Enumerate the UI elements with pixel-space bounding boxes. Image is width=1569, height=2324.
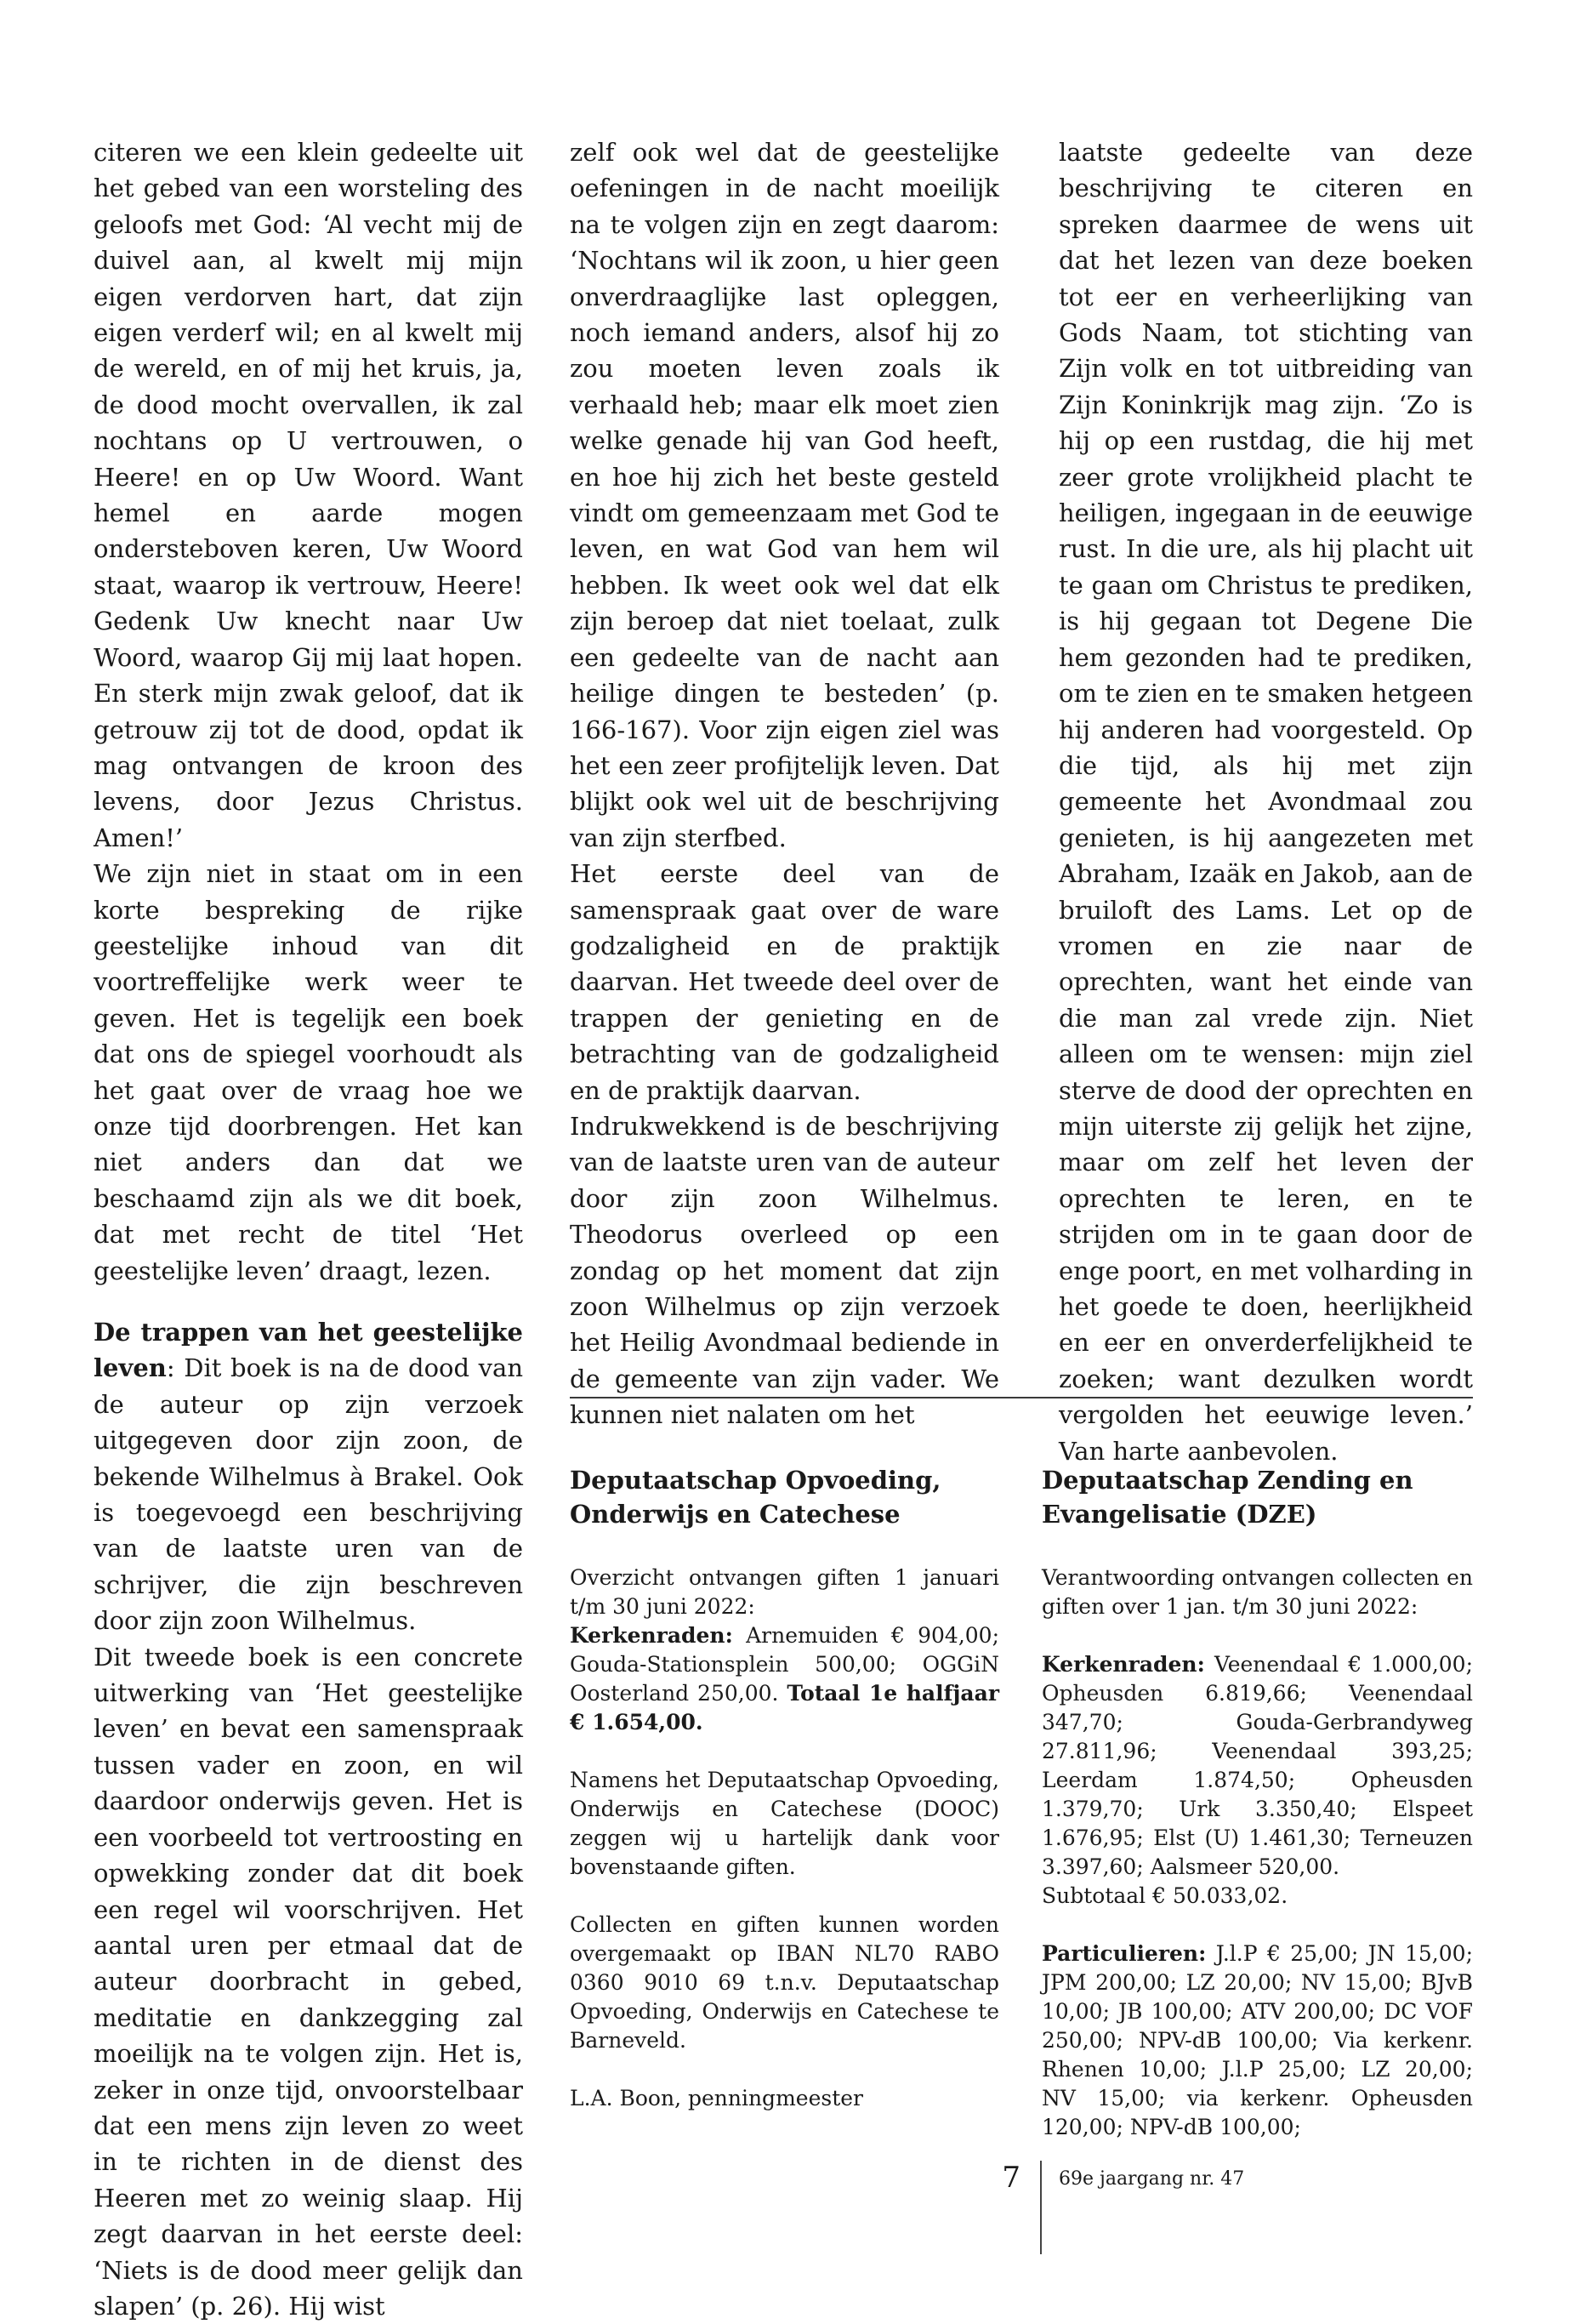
particulieren-list: J.l.P € 25,00; JN 15,00; JPM 200,00; LZ 20,00; NV 15,00; BJvB 10,00; JB 100,00; ATV 200,00; DC VOF 250,00; NPV-dB 100,00; Via kerkenr. Rhenen 10,00; J.l.P 25,00; LZ 20,00; NV 15,00; via kerkenr. Opheusden 120,00; NPV-dB 100,00; — [1042, 1941, 1473, 2139]
paragraph: zelf ook wel dat de geestelijke oefeningen in de nacht moeilijk na te volgen zijn en zegt daarom: ‘Nochtans wil ik zoon, u hier geen onverdraaglijke last opleggen, noch iemand anders, alsof hij zo zou moeten leven zoals ik verhaald heb; maar elk moet zien welke genade hij van God heeft, en hoe hij zich het beste gesteld vindt om gemeenzaam met God te leven, en wat God van hem wil hebben. Ik weet ook wel dat elk zijn beroep dat niet toelaat, zulk een gedeelte van de nacht aan heilige dingen te besteden’ (p. 166-167). Voor zijn eigen ziel was het een zeer profijtelijk leven. Dat blijkt ook wel uit de beschrijving van zijn sterfbed. — [570, 138, 999, 852]
paragraph: Het eerste deel van de samenspraak gaat over de ware godzaligheid en de praktijk daarvan. Het tweede deel over de trappen der genieting en de betrachting van de godzaligheid en de praktijk daarvan. — [570, 859, 999, 1105]
paragraph: Indrukwekkend is de beschrijving van de laatste uren van de auteur door zijn zoon Wilhelmus. Theodorus overleed op een zondag op het moment dat zijn zoon Wilhelmus op zijn verzoek het Heilig Avondmaal bediende in de gemeente van zijn vader. We kunnen niet nalaten om het — [570, 1111, 999, 1430]
section-heading: De trappen van het geestelijke leven — [94, 1318, 523, 1383]
notice-signature: L.A. Boon, penningmeester — [570, 2086, 863, 2110]
column-2 — [570, 134, 999, 1433]
label: Kerkenraden: — [570, 1623, 733, 1648]
kerkenraden-list: Veenendaal € 1.000,00; Opheusden 6.819,66; Veenendaal 347,70; Gouda-Gerbrandyweg 27.811,96; Veenendaal 393,25; Leerdam 1.874,50; Opheusden 1.379,70; Urk 3.350,40; Elspeet 1.676,95; Elst (U) 1.461,30; Terneuzen 3.397,60; Aalsmeer 520,00. — [1042, 1652, 1473, 1879]
column-3 — [1059, 134, 1473, 1469]
notice-particulieren — [1042, 1940, 1473, 2142]
footer-divider — [1040, 2161, 1042, 2254]
paragraph: We zijn niet in staat om in een korte bespreking de rijke geestelijke inhoud van dit voortreffelijke werk weer te geven. Het is tegelijk een boek dat ons de spiegel voorhoudt als het gaat over de vraag hoe we onze tijd doorbrengen. Het kan niet anders dan dat we beschaamd zijn als we dit boek, dat met recht de titel ‘Het geestelijke leven’ draagt, lezen. — [94, 859, 523, 1285]
total-amount: Totaal 1e halfjaar € 1.654,00. — [570, 1681, 999, 1734]
label: Kerkenraden: — [1042, 1652, 1205, 1677]
label: Particulieren: — [1042, 1941, 1207, 1966]
notice-account: Collecten en giften kunnen worden overgemaakt op IBAN NL70 RABO 0360 9010 69 t.n.v. Deputaatschap Opvoeding, Onderwijs en Catechese te Barneveld. — [570, 1912, 999, 2053]
notice-thanks: Namens het Deputaatschap Opvoeding, Onderwijs en Catechese (DOOC) zeggen wij u hartelijk dank voor bovenstaande giften. — [570, 1768, 999, 1879]
notice-kerkenraden — [570, 1621, 999, 1737]
notice-kerkenraden — [1042, 1650, 1473, 1882]
paragraph-text: : Dit boek is na de dood van de auteur op zijn verzoek uitgegeven door zijn zoon, de bekende Wilhelmus à Brakel. Ook is toegevoegd een beschrijving van de laatste uren van de schrijver, die zijn beschreven door zijn zoon Wilhelmus. — [94, 1353, 523, 1636]
section-divider — [570, 1397, 1473, 1398]
notice-intro: Verantwoording ontvangen collecten en giften over 1 jan. t/m 30 juni 2022: — [1042, 1565, 1473, 1619]
kerkenraden-list: Arnemuiden € 904,00; Gouda-Stationsplein 500,00; OGGiN Oosterland 250,00. — [570, 1623, 999, 1706]
notice-title: Deputaatschap Opvoeding, Onderwijs en Catechese — [570, 1466, 941, 1529]
paragraph: laatste gedeelte van deze beschrijving te citeren en spreken daarmee de wens uit dat het lezen van deze boeken tot eer en verheerlijking van Gods Naam, tot stichting van Zijn volk en tot uitbreiding van Zijn Koninkrijk mag zijn. ‘Zo is hij op een rustdag, die hij met zeer grote vrolijkheid placht te heiligen, ingegaan in de eeuwige rust. In die ure, als hij placht uit te gaan om Christus te prediken, is hij gegaan tot Degene Die hem gezonden had te prediken, om te zien en te smaken hetgeen hij anderen had voorgesteld. Op die tijd, als hij met zijn gemeente het Avondmaal zou genieten, is hij aangezeten met Abraham, Izaäk en Jakob, aan de bruiloft des Lams. Let op de vromen en zie naar de oprechten, want het einde van die man zal vrede zijn. Niet alleen om te wensen: mijn ziel sterve de dood der oprechten en mijn uiterste zij gelijk het zijne, maar om zelf het leven der oprechten te leren, en te strijden om in te gaan door de enge poort, en met volharding in het goede te doen, heerlijkheid en eer en onverderfelijkheid te zoeken; want dezulken wordt vergolden het eeuwige leven.’ Van harte aanbevolen. — [1059, 138, 1473, 1466]
page-number: 7 — [1002, 2161, 1020, 2195]
notice-dooc — [570, 1463, 999, 2142]
paragraph: citeren we een klein gedeelte uit het gebed van een worsteling des geloofs met God: ‘Al vecht mij de duivel aan, al kwelt mij mijn eigen verdorven hart, dat zijn eigen verderf wil; en al kwelt mij de wereld, en of mij het kruis, ja, de dood mocht overvallen, ik zal nochtans op U vertrouwen, o Heere! en op Uw Woord. Want hemel en aarde mogen ondersteboven keren, Uw Woord staat, waarop ik vertrouw, Heere! Gedenk Uw knecht naar Uw Woord, waarop Gij mij laat hopen. En sterk mijn zwak geloof, dat ik getrouw zij tot de dood, opdat ik mag ontvangen de kroon des levens, door Jezus Christus. Amen!’ — [94, 138, 523, 852]
paragraph: Dit tweede boek is een concrete uitwerking van ‘Het geestelijke leven’ en bevat een samenspraak tussen vader en zoon, en wil daardoor onderwijs geven. Het is een voorbeeld tot vertroosting en opwekking zonder dat dit boek een regel wil voorschrijven. Het aantal uren per etmaal dat de auteur doorbracht in gebed, meditatie en dankzegging zal moeilijk na te volgen zijn. Het is, zeker in onze tijd, onvoorstelbaar dat een mens zijn leven zo weet in te richten in de dienst des Heeren met zo weinig slaap. Hij zegt daarvan in het eerste deel: ‘Niets is de dood meer gelijk dan slapen’ (p. 26). Hij wist — [94, 1642, 523, 2321]
issue-label: 69e jaargang nr. 47 — [1059, 2168, 1245, 2190]
notice-subtotal: Subtotaal € 50.033,02. — [1042, 1883, 1288, 1908]
column-1 — [94, 134, 523, 2324]
notice-title: Deputaatschap Zending en Evangelisatie (DZE) — [1042, 1466, 1413, 1529]
paragraph — [94, 1314, 523, 1639]
notice-dze — [1042, 1463, 1473, 2171]
notice-intro: Overzicht ontvangen giften 1 januari t/m 30 juni 2022: — [570, 1565, 999, 1619]
